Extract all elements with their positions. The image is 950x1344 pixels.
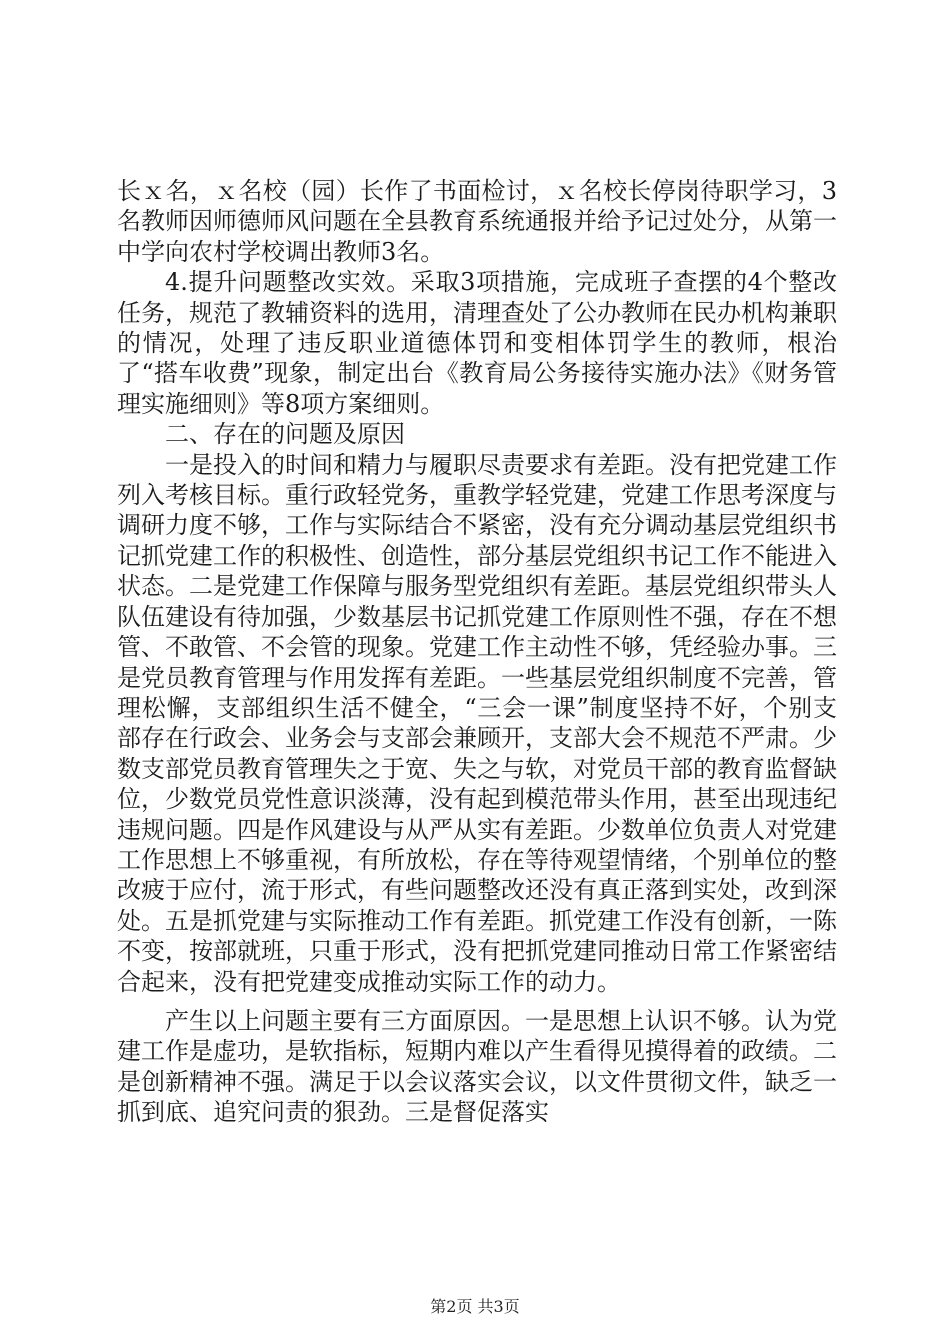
paragraph-causes: 产生以上问题主要有三方面原因。一是思想上认识不够。认为党建工作是虚功，是软指标，短期内难以产生看得见摸得着的政绩。二是创新精神不强。满足于以会议落实会议，以文件贯彻文件，缺乏一抓到底、追究问责的狠劲。三是督促落实 — [117, 1006, 837, 1127]
section-heading: 二、存在的问题及原因 — [165, 420, 405, 449]
paragraph-rectification: 4.提升问题整改实效。采取3项措施，完成班子查摆的4个整改任务，规范了教辅资料的选用，清理查处了公办教师在民办机构兼职的情况，处理了违反职业道德体罚和变相体罚学生的教师，根治了“搭车收费”现象，制定出台《教育局公务接待实施办法》《财务管理实施细则》等8项方案细则。 — [117, 268, 837, 418]
paragraph-continued: 长ｘ名，ｘ名校（园）长作了书面检讨，ｘ名校长停岗待职学习，3名教师因师德师风问题在全县教育系统通报并给予记过处分，从第一中学向农村学校调出教师3名。 — [117, 177, 837, 266]
document-body — [117, 176, 837, 1128]
page-footer: 第2页 共3页 — [430, 1297, 520, 1316]
paragraph-problems: 一是投入的时间和精力与履职尽责要求有差距。没有把党建工作列入考核目标。重行政轻党务，重教学轻党建，党建工作思考深度与调研力度不够，工作与实际结合不紧密，没有充分调动基层党组织书记抓党建工作的积极性、创造性，部分基层党组织书记工作不能进入状态。二是党建工作保障与服务型党组织有差距。基层党组织带头人队伍建设有待加强，少数基层书记抓党建工作原则性不强，存在不想管、不敢管、不会管的现象。党建工作主动性不够，凭经验办事。三是党员教育管理与作用发挥有差距。一些基层党组织制度不完善，管理松懈，支部组织生活不健全，“三会一课”制度坚持不好，个别支部存在行政会、业务会与支部会兼顾开，支部大会不规范不严肃。少数支部党员教育管理失之于宽、失之与软，对党员干部的教育监督缺位，少数党员党性意识淡薄，没有起到模范带头作用，甚至出现违纪违规问题。四是作风建设与从严从实有差距。少数单位负责人对党建工作思想上不够重视，有所放松，存在等待观望情绪，个别单位的整改疲于应付，流于形式，有些问题整改还没有真正落到实处，改到深处。五是抓党建与实际推动工作有差距。抓党建工作没有创新，一陈不变，按部就班，只重于形式，没有把抓党建同推动日常工作紧密结合起来，没有把党建变成推动实际工作的动力。 — [117, 450, 837, 996]
